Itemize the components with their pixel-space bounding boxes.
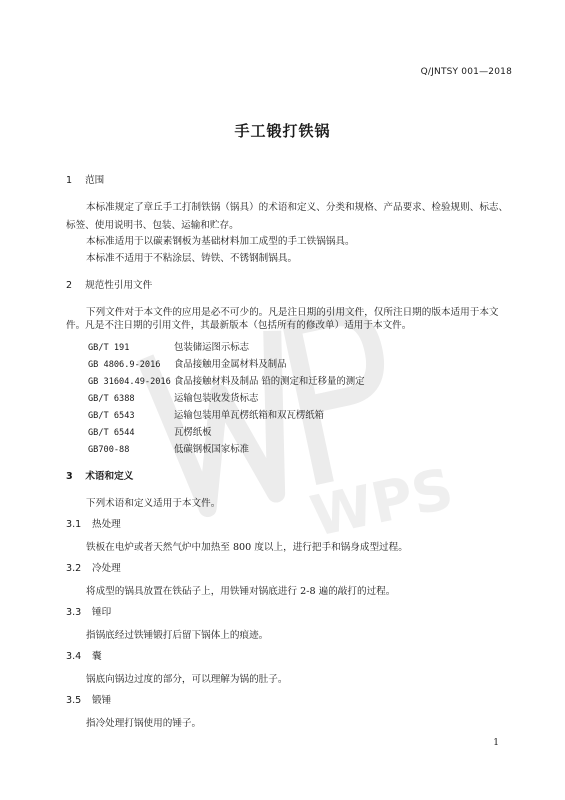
terms-intro: 下列术语和定义适用于本文件。 [86,498,221,509]
section-1-heading [66,172,104,186]
term-definition: 指锅底经过铁锤锻打后留下锅体上的痕迹。 [86,630,269,641]
term-heading: 3.4 囊 [66,651,102,662]
reference-item: GB/T 6544 瓦楞纸板 [88,427,212,438]
document-title: 手工锻打铁锅 [234,122,331,140]
refs-intro-line-2: 件。凡是不注日期的引用文件，其最新版本（包括所有的修改单）适用于本文件。 [66,320,412,331]
term-heading: 3.1 热处理 [66,519,121,530]
section-title: 范围 [85,175,105,186]
term-definition: 铁板在电炉或者天然气炉中加热至 800 度以上，进行把手和锅身成型过程。 [86,542,408,553]
scope-paragraph-3: 本标准不适用于不粘涂层、铸铁、不锈钢制锅具。 [86,253,298,264]
document-code: Q/JNTSY 001—2018 [420,67,512,77]
reference-item: GB/T 6388 运输包装收发货标志 [88,393,259,404]
term-heading: 3.5 锻锤 [66,695,112,706]
scope-paragraph-2: 本标准适用于以碳素钢板为基础材料加工成型的手工铁锅锅具。 [86,236,355,247]
term-heading: 3.2 冷处理 [66,563,121,574]
reference-item: GB/T 6543 运输包装用单瓦楞纸箱和双瓦楞纸箱 [88,410,325,421]
watermark-text: WPS [305,456,459,550]
reference-item: GB 4806.9-2016 食品接触用金属材料及制品 [88,359,287,370]
section-2-heading: 2 规范性引用文件 [66,280,153,291]
page-number: 1 [493,738,499,748]
scope-paragraph-1: 本标准规定了章丘手工打制铁锅（锅具）的术语和定义、分类和规格、产品要求、检验规则、标志、 [86,202,509,213]
reference-item: GB700-88 低碳钢板国家标准 [88,444,250,455]
term-definition: 指冷处理打锅使用的锤子。 [86,718,202,729]
term-heading: 3.3 锤印 [66,607,112,618]
term-definition: 将成型的锅具放置在铁砧子上，用铁锤对锅底进行 2-8 遍的敲打的过程。 [86,586,396,597]
reference-item: GB 31604.49-2016 食品接触材料及制品 铅的测定和迁移量的测定 [88,376,365,387]
refs-intro-line-1: 下列文件对于本文件的应用是必不可少的。凡是注日期的引用文件，仅所注日期的版本适用于本文 [86,307,499,318]
section-3-heading: 3 术语和定义 [66,471,134,482]
term-definition: 锅底向锅边过度的部分，可以理解为锅的肚子。 [86,674,288,685]
scope-paragraph-1-cont: 标签、使用说明书、包装、运输和贮存。 [66,220,239,231]
section-number: 1 [66,175,73,186]
reference-item: GB/T 191 包装储运图示标志 [88,342,250,353]
